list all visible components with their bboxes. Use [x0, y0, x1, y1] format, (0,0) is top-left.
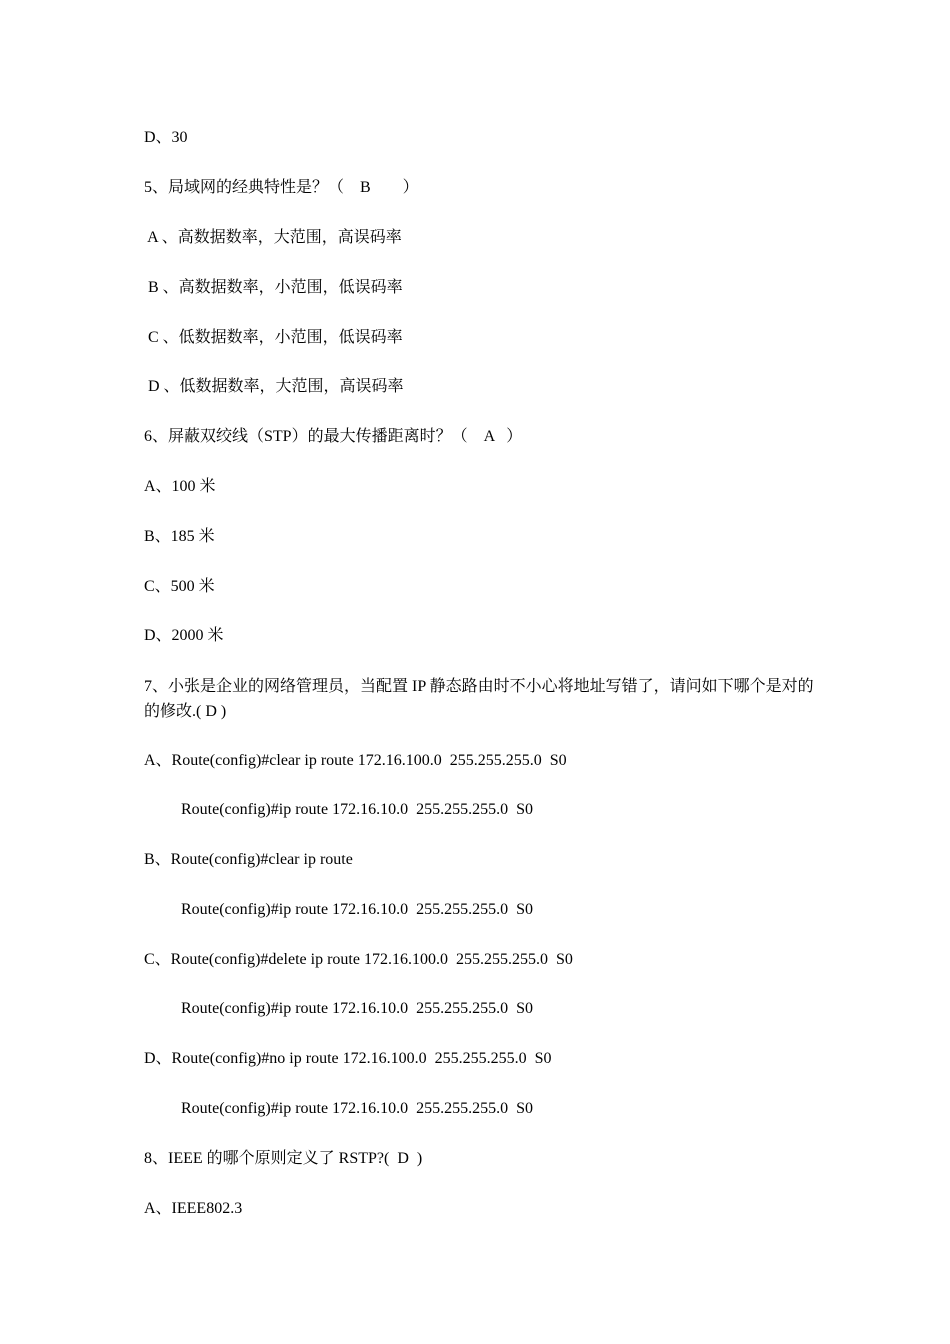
option-b-q6: B、185 米	[144, 528, 215, 545]
option-b-q7: B、Route(config)#clear ip route	[144, 851, 353, 868]
option-a-q7-cont: Route(config)#ip route 172.16.10.0 255.255.255.0 S0	[181, 801, 533, 818]
question-8: 8、IEEE 的哪个原则定义了 RSTP?( D )	[144, 1150, 423, 1167]
option-a-q8: A、IEEE802.3	[144, 1200, 243, 1217]
option-c-q6: C、500 米	[144, 578, 215, 595]
option-a-q7: A、Route(config)#clear ip route 172.16.100.0 255.255.255.0 S0	[144, 752, 567, 769]
question-5: 5、局域网的经典特性是？（ B ）	[144, 179, 419, 196]
option-d-q4: D、30	[144, 129, 188, 146]
option-a-q5: A 、高数据数率，大范围，高误码率	[144, 229, 402, 246]
option-b-q7-cont: Route(config)#ip route 172.16.10.0 255.255.255.0 S0	[181, 901, 533, 918]
question-6: 6、屏蔽双绞线（STP）的最大传播距离时？（ A ）	[144, 428, 523, 445]
option-c-q7-cont: Route(config)#ip route 172.16.10.0 255.255.255.0 S0	[181, 1000, 533, 1017]
question-7: 7、小张是企业的网络管理员，当配置 IP 静态路由时不小心将地址写错了，请问如下哪个是对的的修改.( D )	[144, 678, 814, 720]
option-a-q6: A、100 米	[144, 478, 216, 495]
option-d-q7: D、Route(config)#no ip route 172.16.100.0 255.255.255.0 S0	[144, 1050, 552, 1067]
option-c-q5: C 、低数据数率，小范围，低误码率	[144, 329, 403, 346]
option-d-q5: D 、低数据数率，大范围，高误码率	[144, 378, 404, 395]
option-c-q7: C、Route(config)#delete ip route 172.16.100.0 255.255.255.0 S0	[144, 951, 573, 968]
option-d-q7-cont: Route(config)#ip route 172.16.10.0 255.255.255.0 S0	[181, 1100, 533, 1117]
option-b-q5: B 、高数据数率，小范围，低误码率	[144, 279, 403, 296]
option-d-q6: D、2000 米	[144, 627, 224, 644]
